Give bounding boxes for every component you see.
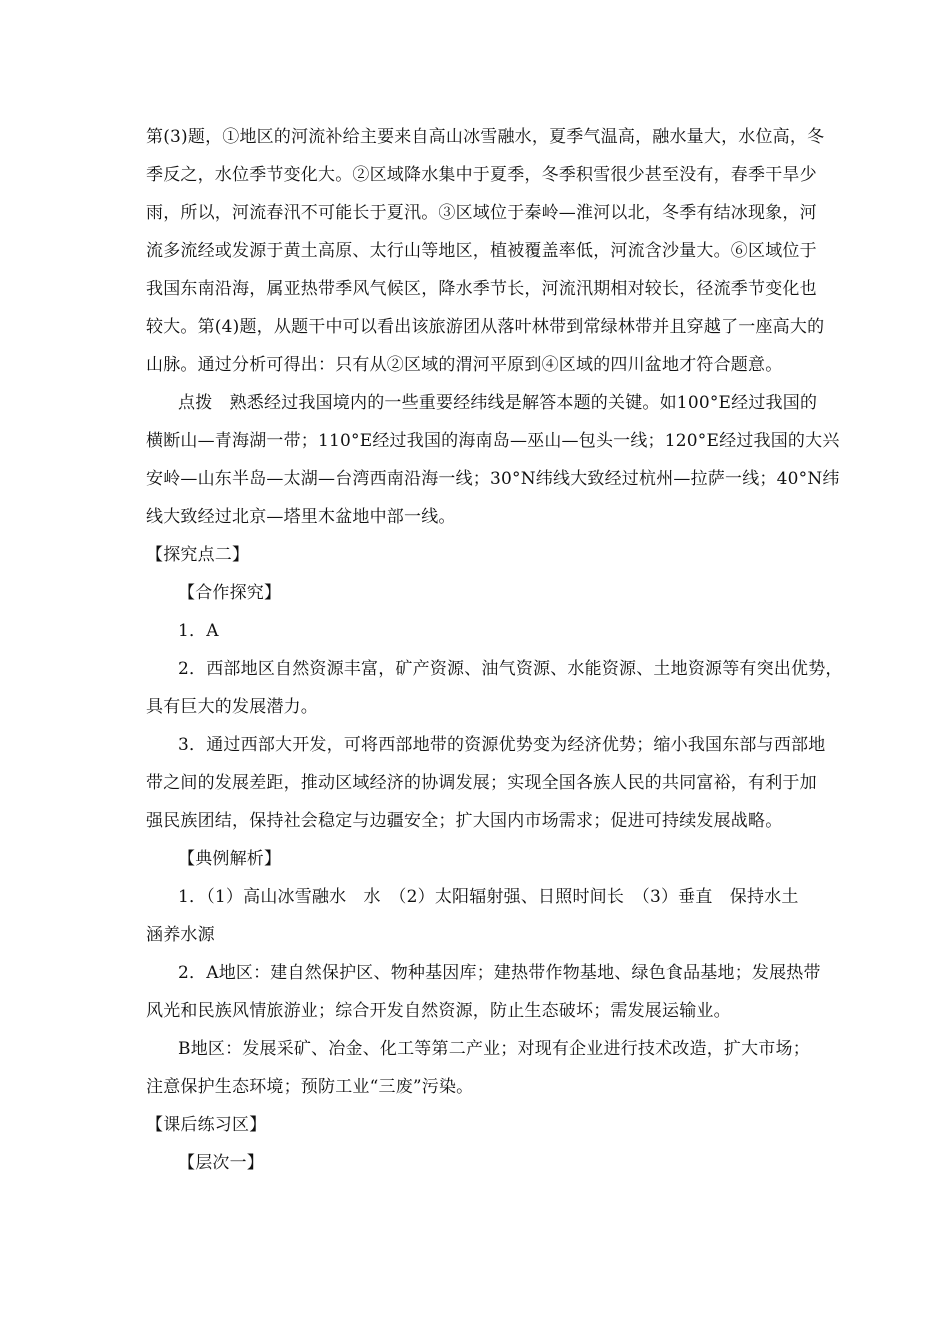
paragraph-line: 涵养水源 [146, 925, 215, 945]
paragraph-line: 我国东南沿海，属亚热带季风气候区，降水季节长，河流汛期相对较长，径流季节变化也 [146, 279, 817, 299]
paragraph-line: 横断山—青海湖一带；110°E经过我国的海南岛—巫山—包头一线；120°E经过我国的大兴 [146, 431, 840, 451]
paragraph-line: 第(3)题，①地区的河流补给主要来自高山冰雪融水，夏季气温高，融水量大，水位高，冬 [146, 127, 825, 147]
subsection-heading: 【典例解析】 [178, 849, 282, 869]
answer-item: 2．A地区：建自然保护区、物种基因库；建热带作物基地、绿色食品基地；发展热带 [178, 963, 821, 983]
paragraph-line: 线大致经过北京—塔里木盆地中部一线。 [146, 507, 456, 527]
answer-item: 1．A [178, 621, 219, 641]
subsection-heading: 【合作探究】 [178, 583, 282, 603]
paragraph-line: 强民族团结，保持社会稳定与边疆安全；扩大国内市场需求；促进可持续发展战略。 [146, 811, 783, 831]
tip-line: 点拨 熟悉经过我国境内的一些重要经纬线是解答本题的关键。如100°E经过我国的 [178, 393, 818, 413]
paragraph-line: 雨，所以，河流春汛不可能长于夏汛。③区域位于秦岭—淮河以北，冬季有结冰现象，河 [146, 203, 817, 223]
paragraph-line: 山脉。通过分析可得出：只有从②区域的渭河平原到④区域的四川盆地才符合题意。 [146, 355, 783, 375]
paragraph-line: 具有巨大的发展潜力。 [146, 697, 318, 717]
paragraph-line: 流多流经或发源于黄土高原、太行山等地区，植被覆盖率低，河流含沙量大。⑥区域位于 [146, 241, 817, 261]
paragraph-line: 较大。第(4)题，从题干中可以看出该旅游团从落叶林带到常绿林带并且穿越了一座高大的 [146, 317, 825, 337]
answer-item: B地区：发展采矿、冶金、化工等第二产业；对现有企业进行技术改造，扩大市场； [178, 1039, 810, 1059]
section-heading: 【探究点二】 [146, 545, 250, 565]
paragraph-line: 注意保护生态环境；预防工业“三废”污染。 [146, 1077, 474, 1097]
answer-item: 3．通过西部大开发，可将西部地带的资源优势变为经济优势；缩小我国东部与西部地 [178, 735, 826, 755]
answer-item: 1．（1）高山冰雪融水 水 （2）太阳辐射强、日照时间长 （3）垂直 保持水土 [178, 887, 799, 907]
paragraph-line: 带之间的发展差距，推动区域经济的协调发展；实现全国各族人民的共同富裕，有利于加 [146, 773, 817, 793]
paragraph-line: 季反之，水位季节变化大。②区域降水集中于夏季，冬季积雪很少甚至没有，春季干旱少 [146, 165, 817, 185]
answer-item: 2．西部地区自然资源丰富，矿产资源、油气资源、水能资源、土地资源等有突出优势， [178, 659, 843, 679]
paragraph-line: 安岭—山东半岛—太湖—台湾西南沿海一线；30°N纬线大致经过杭州—拉萨一线；40°N纬 [146, 469, 840, 489]
paragraph-line: 风光和民族风情旅游业；综合开发自然资源，防止生态破坏；需发展运输业。 [146, 1001, 731, 1021]
subsection-heading: 【层次一】 [178, 1153, 264, 1173]
section-heading: 【课后练习区】 [146, 1115, 267, 1135]
